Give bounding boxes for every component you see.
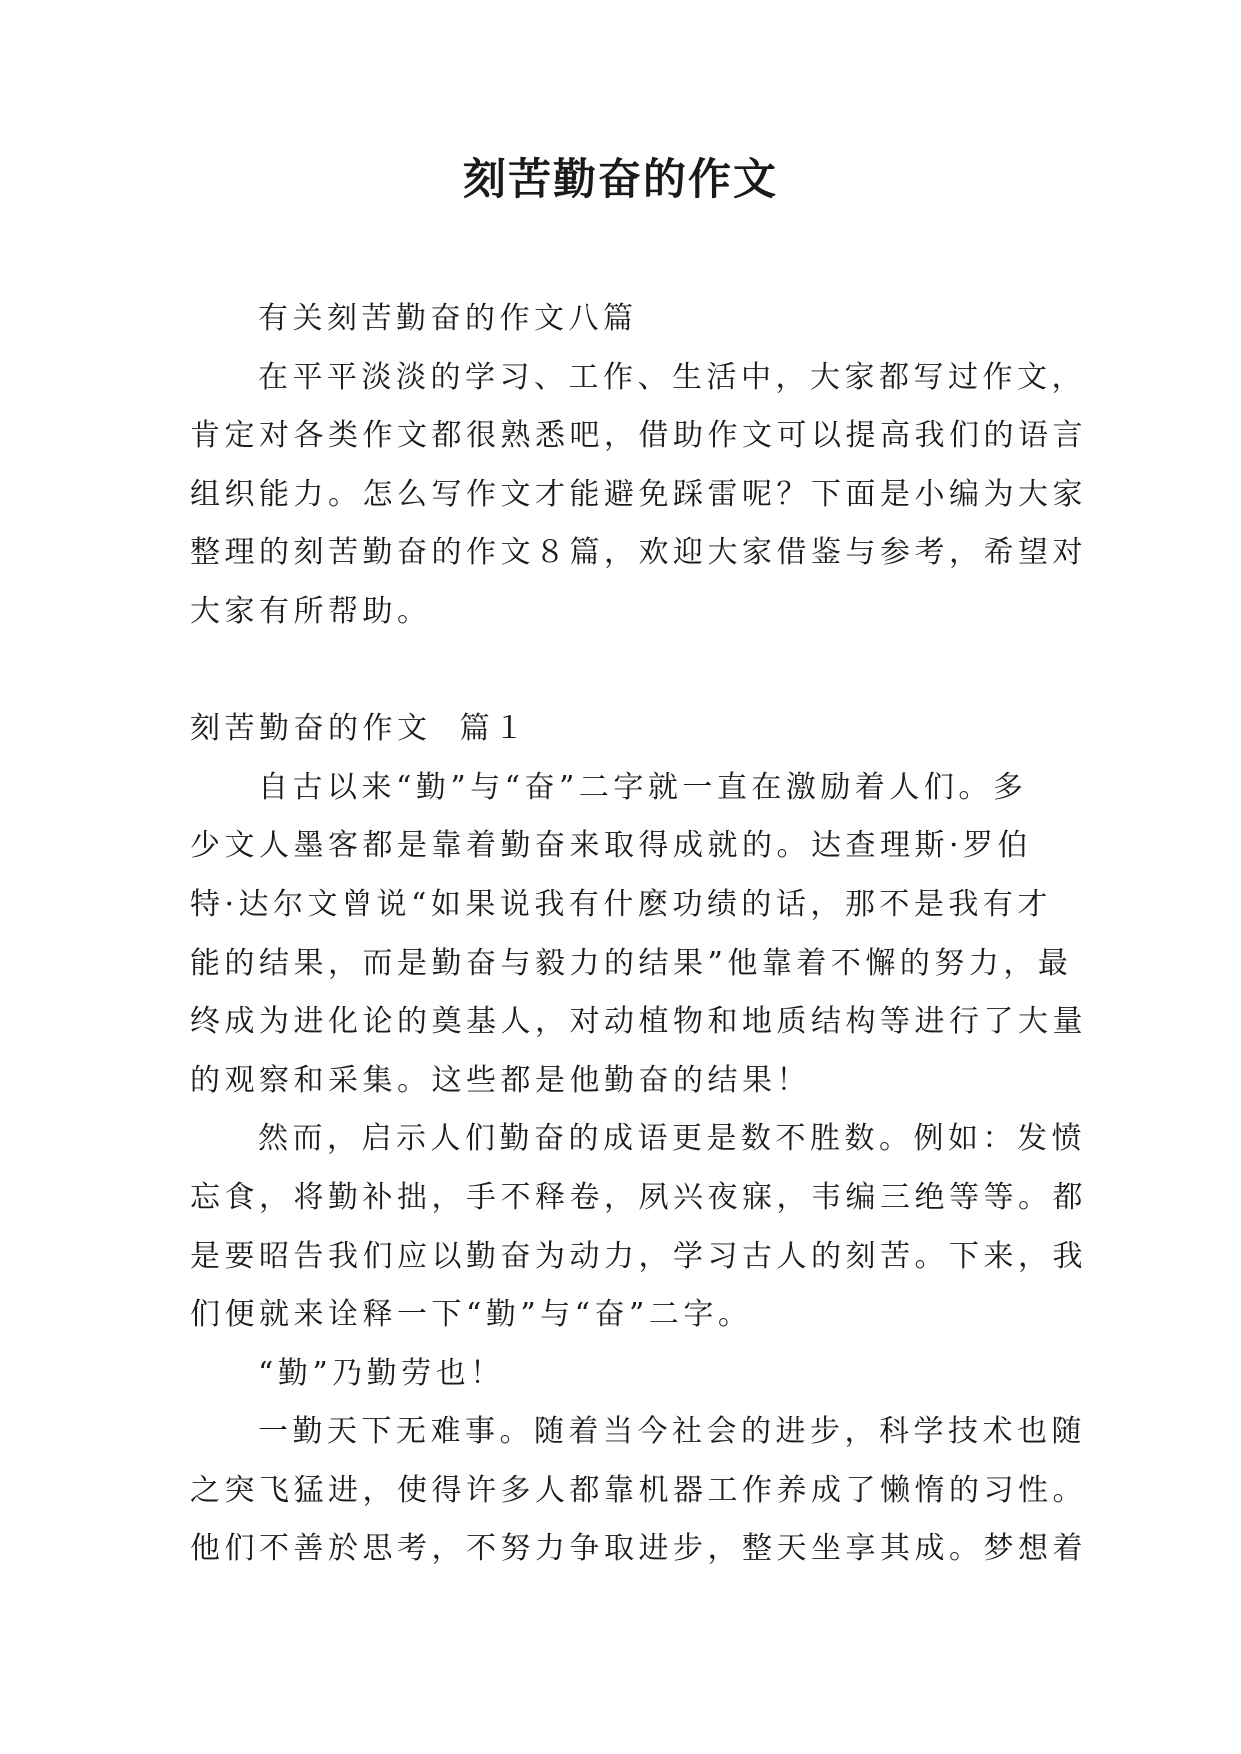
document-title: 刻苦勤奋的作文 xyxy=(463,155,778,205)
paragraph-line: 整理的刻苦勤奋的作文８篇，欢迎大家借鉴与参考，希望对 xyxy=(190,535,1087,571)
paragraph-line: 是要昭告我们应以勤奋为动力，学习古人的刻苦。下来，我 xyxy=(190,1238,1087,1274)
paragraph-line: 在平平淡淡的学习、工作、生活中，大家都写过作文， xyxy=(258,359,1086,395)
document-body xyxy=(190,290,1087,1579)
paragraph-line: 之突飞猛进，使得许多人都靠机器工作养成了懒惰的习性。 xyxy=(190,1472,1087,1508)
paragraph-line: 自古以来“勤”与“奋”二字就一直在激励着人们。多 xyxy=(258,769,1028,805)
paragraph-line: 肯定对各类作文都很熟悉吧，借助作文可以提高我们的语言 xyxy=(190,418,1087,454)
intro-heading: 有关刻苦勤奋的作文八篇 xyxy=(258,301,638,336)
paragraph-line: 能的结果，而是勤奋与毅力的结果”他靠着不懈的努力，最 xyxy=(190,945,1073,981)
paragraph-line: 组织能力。怎么写作文才能避免踩雷呢？下面是小编为大家 xyxy=(190,476,1087,512)
paragraph-line: 然而，启示人们勤奋的成语更是数不胜数。例如：发愤 xyxy=(258,1121,1086,1157)
paragraph-line: 他们不善於思考，不努力争取进步，整天坐享其成。梦想着 xyxy=(190,1531,1087,1567)
paragraph-line: 的观察和采集。这些都是他勤奋的结果！ xyxy=(190,1062,811,1098)
paragraph-line: “勤”乃勤劳也！ xyxy=(258,1355,505,1391)
section-heading: 刻苦勤奋的作文 篇１ xyxy=(190,711,529,747)
paragraph-line: 们便就来诠释一下“勤”与“奋”二字。 xyxy=(190,1297,753,1333)
paragraph-gap xyxy=(190,642,1070,701)
paragraph-line: 少文人墨客都是靠着勤奋来取得成就的。达查理斯·罗伯 xyxy=(190,828,1033,864)
paragraph-line: 忘食，将勤补拙，手不释卷，夙兴夜寐，韦编三绝等等。都 xyxy=(190,1179,1087,1215)
paragraph-line: 一勤天下无难事。随着当今社会的进步，科学技术也随 xyxy=(258,1414,1086,1450)
paragraph-line: 特·达尔文曾说“如果说我有什麽功绩的话，那不是我有才 xyxy=(190,886,1052,922)
paragraph-line: 终成为进化论的奠基人，对动植物和地质结构等进行了大量 xyxy=(190,1004,1087,1040)
paragraph-line: 大家有所帮助。 xyxy=(190,593,432,629)
